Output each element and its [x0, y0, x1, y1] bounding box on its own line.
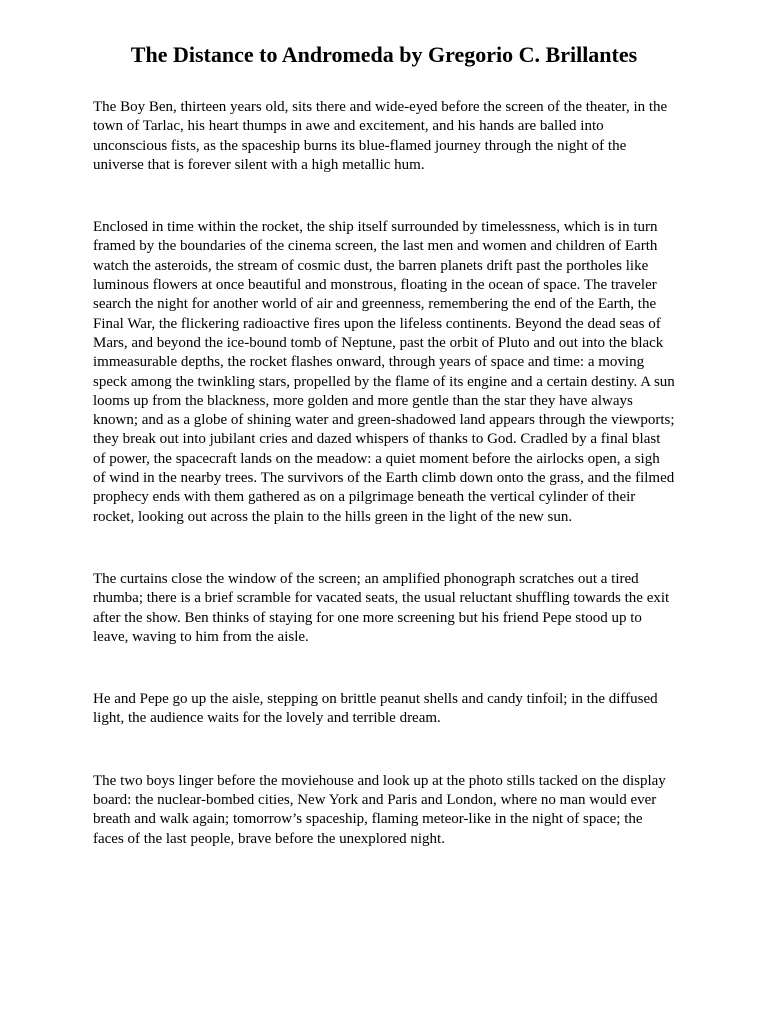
document-title: The Distance to Andromeda by Gregorio C. Brillantes [130, 42, 638, 67]
document-page [93, 40, 675, 892]
paragraph-3: The curtains close the window of the screen; an amplified phonograph scratches out a tired rhumba; there is a brief scramble for vacated seats, the usual reluctant shuffling towards the exit after the show. Ben thinks of staying for one more screening but his friend Pepe stood up to leave, waving to him from the aisle. [93, 570, 670, 645]
paragraph-1: The Boy Ben, thirteen years old, sits there and wide-eyed before the screen of the theater, in the town of Tarlac, his heart thumps in awe and excitement, and his hands are balled into unconscious fists, as the spaceship burns its blue-flamed journey through the night of the universe that is forever silent with a high metallic hum. [93, 99, 668, 173]
paragraph-5: The two boys linger before the moviehouse and look up at the photo stills tacked on the display board: the nuclear-bombed cities, New York and Paris and London, where no man would ever breath and walk again; tomorrow’s spaceship, flaming meteor-like in the night of space; the faces of the last people, brave before the unexplored night. [93, 772, 666, 847]
paragraph-4: He and Pepe go up the aisle, stepping on brittle peanut shells and candy tinfoil; in the diffused light, the audience waits for the lovely and terrible dream. [93, 691, 658, 727]
paragraph-2: Enclosed in time within the rocket, the ship itself surrounded by timelessness, which is in turn framed by the boundaries of the cinema screen, the last men and women and children of Earth watch the asteroids, the stream of cosmic dust, the barren planets drift past the portholes like luminous flowers at once beautiful and monstrous, floating in the ocean of space. The traveler search the night for another world of air and greenness, remembering the end of the Earth, the Final War, the flickering radioactive fires upon the lifeless continents. Beyond the dead seas of Mars, and beyond the ice-bound tomb of Neptune, past the orbit of Pluto and out into the black immeasurable depths, the rocket flashes onward, through years of space and time: a moving speck among the twinkling stars, propelled by the flame of its engine and a certain destiny. A sun looms up from the blackness, more golden and more gentle than the star they have always known; and as a globe of shining water and green-shadowed land appears through the viewports; they break out into jubilant cries and dazed whispers of thanks to God. Cradled by a final blast of power, the spacecraft lands on the meadow: a quiet moment before the airlocks open, a sigh of wind in the nearby trees. The survivors of the Earth climb down onto the grass, and the filmed prophecy ends with them gathered as on a pilgrimage beneath the vertical cylinder of their rocket, looking out across the plain to the hills green in the light of the new sun. [93, 219, 675, 525]
